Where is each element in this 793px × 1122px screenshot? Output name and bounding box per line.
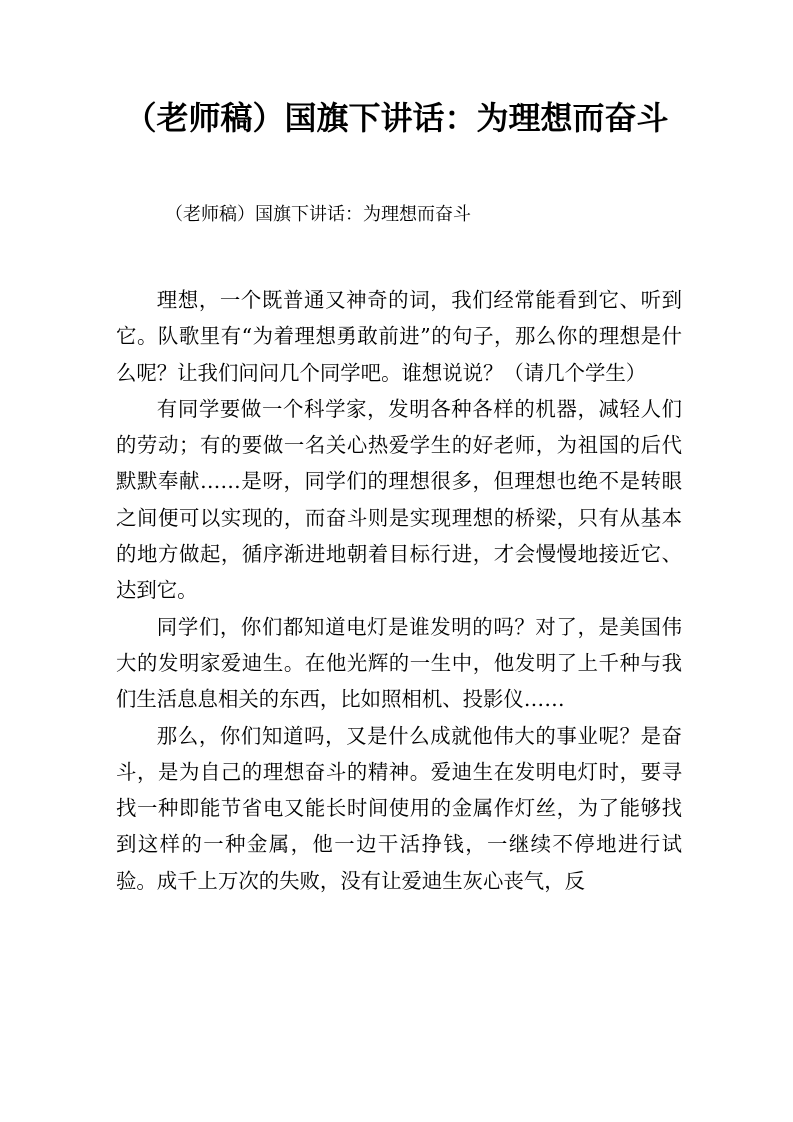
paragraph-1: 理想，一个既普通又神奇的词，我们经常能看到它、听到它。队歌里有“为着理想勇敢前进”的句子，那么你的理想是什么呢？让我们问问几个同学吧。谁想说说？（请几个学生）: [116, 288, 682, 385]
document-body: [116, 282, 682, 899]
document-subtitle: （老师稿）国旗下讲话：为理想而奋斗: [165, 204, 471, 225]
paragraph-2: 有同学要做一个科学家，发明各种各样的机器，减轻人们的劳动；有的要做一名关心热爱学生的好老师，为祖国的后代默默奉献……是呀，同学们的理想很多，但理想也绝不是转眼之间便可以实现的，而奋斗则是实现理想的桥梁，只有从基本的地方做起，循序渐进地朝着目标行进，才会慢慢地接近它、达到它。: [116, 396, 682, 603]
paragraph-4: 那么，你们知道吗，又是什么成就他伟大的事业呢？是奋斗，是为自己的理想奋斗的精神。爱迪生在发明电灯时，要寻找一种即能节省电又能长时间使用的金属作灯丝，为了能够找到这样的一种金属，他一边干活挣钱，一继续不停地进行试验。成千上万次的失败，没有让爱迪生灰心丧气，反: [116, 723, 682, 893]
paragraph-3: 同学们，你们都知道电灯是谁发明的吗？对了，是美国伟大的发明家爱迪生。在他光辉的一生中，他发明了上千种与我们生活息息相关的东西，比如照相机、投影仪……: [116, 614, 682, 712]
document-title: （老师稿）国旗下讲话：为理想而奋斗: [124, 99, 669, 137]
